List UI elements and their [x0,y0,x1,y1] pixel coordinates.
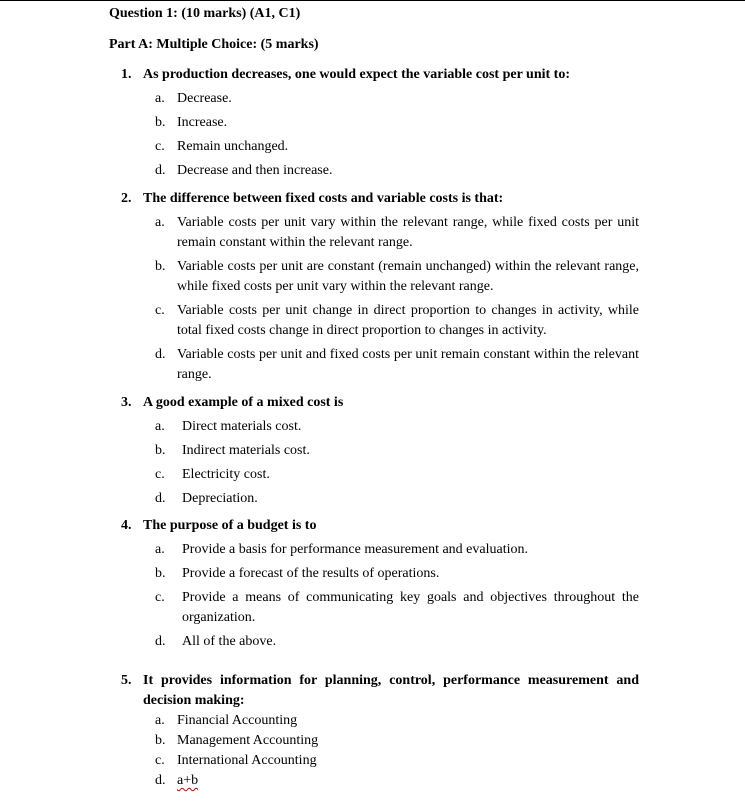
option-c [155,465,639,485]
option-letter: d. [155,773,166,788]
option-text: Electricity cost. [182,467,270,482]
option-a [155,417,639,437]
option-text: All of the above. [182,634,277,649]
option-letter: a. [155,713,165,728]
option-letter: b. [155,115,166,130]
option-text: Variable costs per unit are constant (remain unchanged) within the relevant range, while fixed costs per unit vary within the relevant range. [177,259,639,294]
question-text: As production decreases, one would expect the variable cost per unit to: [143,67,570,82]
question-number: 2. [121,191,132,206]
option-d [155,771,639,791]
option-letter: b. [155,259,166,274]
question-3-options [155,417,639,509]
option-letter: c. [155,753,165,768]
option-a [155,540,639,560]
option-c [155,301,639,341]
option-text: Depreciation. [182,491,258,506]
question-4 [121,516,639,536]
option-c [155,137,639,157]
question-1-options [155,89,639,181]
option-text: Variable costs per unit and fixed costs per unit remain constant within the relevant range. [177,347,639,382]
option-letter: c. [155,139,165,154]
option-letter: c. [155,590,165,605]
option-text: Decrease and then increase. [177,163,333,178]
option-c [155,588,639,628]
question-5-options [155,711,639,791]
option-d [155,489,639,509]
option-text: Provide a forecast of the results of operations. [182,566,440,581]
option-text: Provide a basis for performance measurement and evaluation. [182,542,528,557]
option-text: Increase. [177,115,228,130]
option-b [155,731,639,751]
document-page [109,2,639,791]
option-a [155,213,639,253]
option-text: International Accounting [177,753,317,768]
option-d [155,161,639,181]
top-rule [0,0,745,1]
question-number: 1. [121,67,132,82]
option-b [155,441,639,461]
question-title: Question 1: (10 marks) (A1, C1) [109,6,301,21]
option-letter: b. [155,443,166,458]
question-2 [121,189,639,209]
question-text: It provides information for planning, control, performance measurement and decision making: [143,673,639,708]
option-text: Remain unchanged. [177,139,289,154]
option-text: Indirect materials cost. [182,443,310,458]
option-text: Variable costs per unit vary within the relevant range, while fixed costs per unit remain constant within the relevant range. [177,215,639,250]
question-text: A good example of a mixed cost is [143,395,344,410]
option-letter: a. [155,419,165,434]
option-letter: d. [155,347,166,362]
option-a [155,89,639,109]
part-title: Part A: Multiple Choice: (5 marks) [109,37,319,52]
option-b [155,113,639,133]
question-number: 3. [121,395,132,410]
option-letter: c. [155,467,165,482]
option-c [155,751,639,771]
option-text: Variable costs per unit change in direct proportion to changes in activity, while total fixed costs change in direct proportion to changes in activity. [177,303,639,338]
question-5 [121,671,639,711]
question-4-options [155,540,639,652]
question-text: The purpose of a budget is to [143,518,317,533]
option-d [155,345,639,385]
question-1 [121,65,639,85]
option-letter: c. [155,303,165,318]
question-number: 4. [121,518,132,533]
option-letter: d. [155,163,166,178]
option-b [155,564,639,584]
question-text: The difference between fixed costs and variable costs is that: [143,191,504,206]
option-letter: a. [155,542,165,557]
question-3 [121,393,639,413]
option-text: Management Accounting [177,733,319,748]
option-letter: a. [155,91,165,106]
question-number: 5. [121,673,132,688]
option-letter: a. [155,215,165,230]
option-text: Direct materials cost. [182,419,302,434]
option-text: a+b [177,773,199,788]
option-text: Financial Accounting [177,713,298,728]
question-2-options [155,213,639,385]
option-text: Decrease. [177,91,232,106]
option-a [155,711,639,731]
option-b [155,257,639,297]
option-letter: b. [155,566,166,581]
option-letter: b. [155,733,166,748]
option-letter: d. [155,634,166,649]
option-letter: d. [155,491,166,506]
option-text: Provide a means of communicating key goals and objectives throughout the organization. [182,590,639,625]
option-d [155,632,639,652]
